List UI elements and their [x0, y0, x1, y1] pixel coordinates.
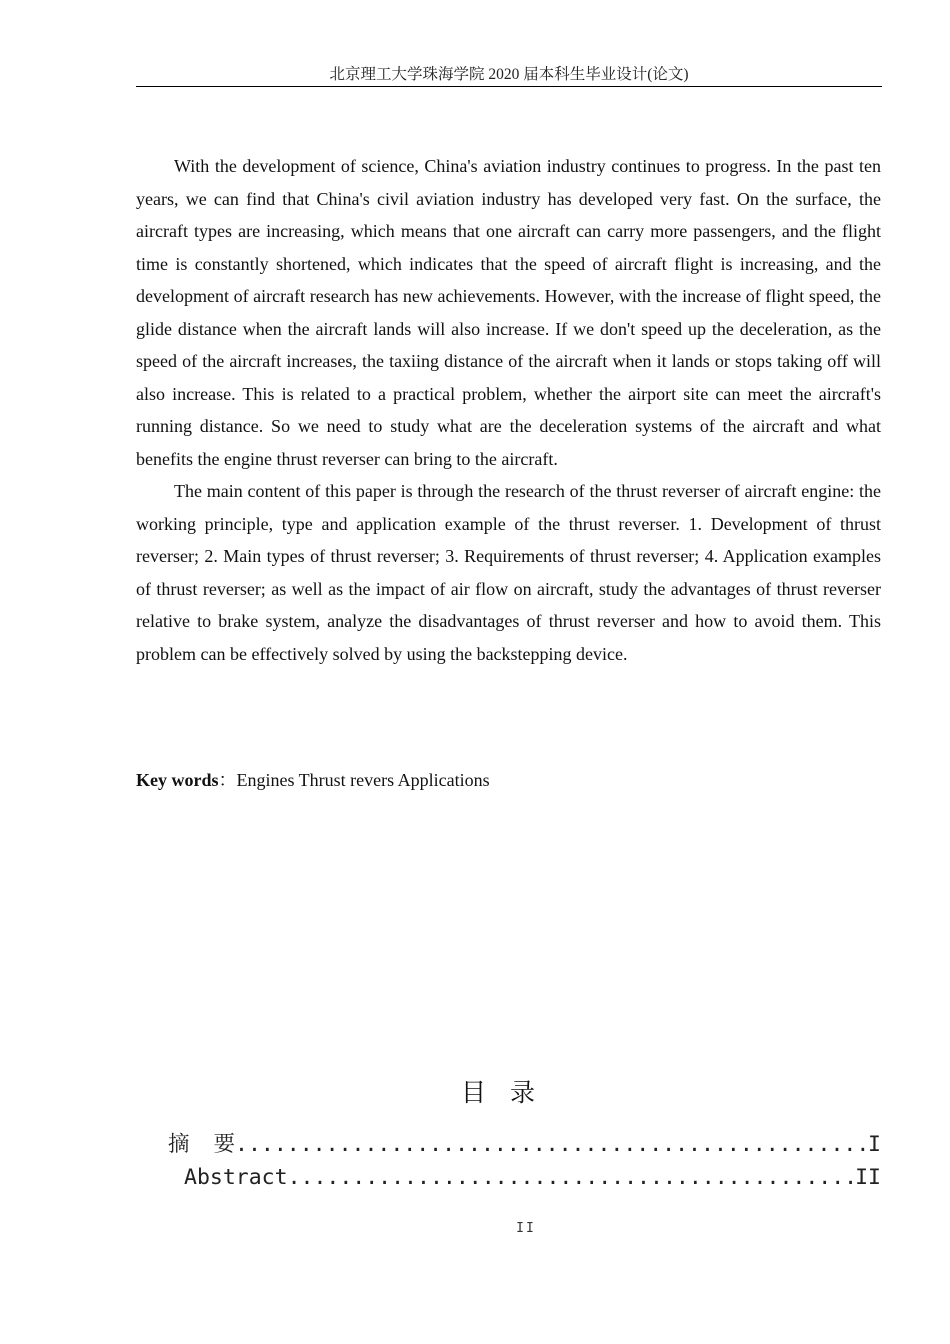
toc-entry-label: Abstract: [184, 1165, 288, 1190]
page-number: II: [516, 1221, 536, 1236]
running-header-title: 北京理工大学珠海学院 2020 届本科生毕业设计(论文): [329, 66, 689, 83]
toc-entry[interactable]: [184, 1161, 881, 1195]
abstract-paragraph-1: With the development of science, China's aviation industry continues to progress. In the past ten years, we can find that China's civil aviation industry has developed very fast. On the surface, the aircraft types are increasing, which means that one aircraft can carry more passengers, and the flight time is constantly shortened, which indicates that the speed of aircraft flight is increasing, and the development of aircraft research has new achievements. However, with the increase of flight speed, the glide distance when the aircraft lands will also increase. If we don't speed up the deceleration, as the speed of the aircraft increases, the taxiing distance of the aircraft when it lands or stops taking off will also increase. This is related to a practical problem, whether the airport site can meet the aircraft's running distance. So we need to study what are the deceleration systems of the aircraft and what benefits the engine thrust reverser can bring to the aircraft.: [136, 156, 881, 469]
abstract-paragraph-2: The main content of this paper is through the research of the thrust reverser of aircraft engine: the working principle, type and application example of the thrust reverser. 1. Development of thrust reverser; 2. Main types of thrust reverser; 3. Requirements of thrust reverser; 4. Application examples of thrust reverser; as well as the impact of air flow on aircraft, study the advantages of thrust reverser relative to brake system, analyze the disadvantages of thrust reverser and how to avoid them. This problem can be effectively solved by using the backstepping device.: [136, 481, 881, 664]
toc-title: 目录: [460, 1078, 559, 1107]
toc-entry-page: I: [868, 1132, 881, 1157]
toc-dot-leader: [235, 1128, 868, 1162]
toc-entry[interactable]: [168, 1128, 881, 1162]
running-header: [136, 64, 882, 87]
keywords-separator: ：: [218, 770, 237, 790]
toc-entry-label: 摘要: [168, 1132, 260, 1157]
keywords-value: Engines Thrust revers Applications: [236, 770, 490, 790]
abstract-body: [136, 150, 881, 670]
keywords-line: [136, 764, 881, 796]
keywords-label: Key words: [136, 770, 219, 790]
toc-dot-leader: [288, 1161, 856, 1195]
toc-entry-page: II: [855, 1165, 881, 1190]
